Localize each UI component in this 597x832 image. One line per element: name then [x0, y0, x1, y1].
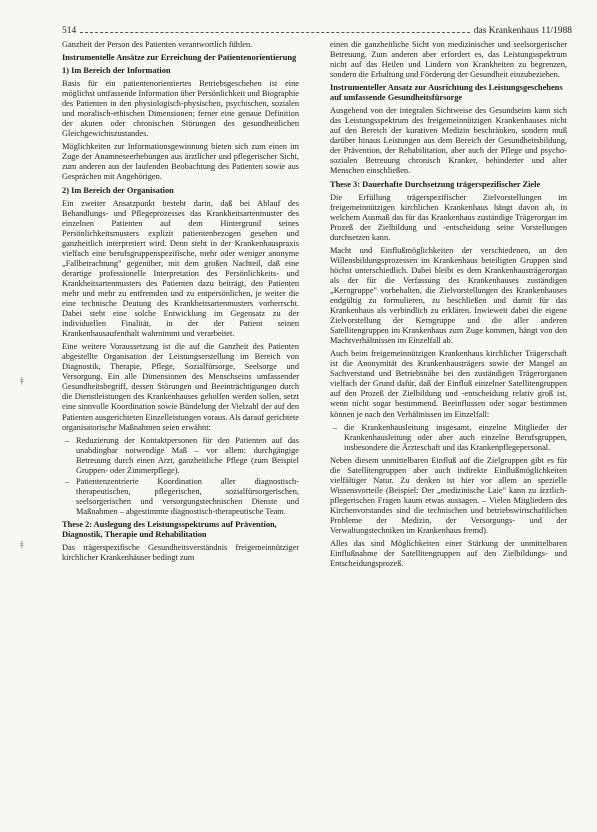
binding-hole-mark: ǂ	[20, 540, 24, 549]
paragraph: Alles das sind Möglichkeiten einer Stärkung der unmittelbaren Einflußnahme der Satellitengruppen auf den Zielbildungs- und Entscheidungsprozeß.	[330, 539, 567, 569]
paragraph: einen die ganzheitliche Sicht von medizinischer und seelsorgerischer Betreuung. Zum anderen aber erfordert es, das Leistungsspektrum nicht auf das Heilen und Lindern von Krankheiten zu begrenzen, sondern die Erhaltung und Förderung der Gesundheit einzubeziehen.	[330, 40, 567, 80]
paragraph: Ausgehend von der integralen Sichtweise des Gesundseins kann sich das Leistungsspektrum des freigemeinnützigen Krankenhauses nicht auf den Bereich der kurativen Medizin beschränken, sondern muß darüber hinaus Leistungen aus dem Bereich der Gesundheitsbildung, der Prävention, der Rehabilitation, aber auch der Pflege und psycho-sozialen Betreuung chronisch Kranker, behinderter und alter Menschen einschließen.	[330, 106, 567, 176]
bullet-list	[62, 436, 299, 517]
paragraph: Neben diesem unmittelbaren Einfluß auf die Zielgruppen gibt es für die Satellitengruppen aber auch indirekte Einflußmöglichkeiten vielfältiger Natur. Zu denken ist hier vor allem an spezielle Wissensvorteile (Beispiel: Der „medizinische Laie" kann zu ärztlich-pflegerischen Fragen kaum etwas aussagen. – Vielen Mitgliedern des Kirchenvorstandes sind die technischen und betriebswirtschaftlichen Probleme der Medizin, der Versorgungs- und der Verwaltungstechniken im Krankenhaus fremd).	[330, 455, 567, 536]
paragraph: Ein zweiter Ansatzpunkt besteht darin, daß bei Ablauf des Behandlungs- und Pflegeprozesses das Krankheitsartenmuster des einzelnen Patienten auf dem Hintergrund seines Persönlichkeitsmusters explizit patientenbezogen gesehen und ganzheitlich interpretiert wird. Denn steht in der Krankenhauspraxis vielfach eine berufsgruppenspezifische, mehr oder weniger anonyme „Fallbetrachtung" gegenüber, mit dem großen Nachteil, daß eine derartige professionelle Interpretation des Persönlichkeits- und Krankheitsartenmusters des Patienten dazu beiträgt, den Patienten mehr und mehr zu entfremden und zu entpersönlichen, je weiter die eine technische Deutung des Krankheitsartenmusters vorherrscht. Dabei steht eine solche Entwicklung im Gegensatz zu der individuellen Finalität, in der der Patient seinen Krankenhausaufenthalt wahrnimmt und verarbeitet.	[62, 198, 299, 339]
binding-hole-mark: ǂ	[20, 376, 24, 385]
header-rule	[80, 32, 469, 33]
subsection-heading: 2) Im Bereich der Organisation	[62, 185, 174, 195]
list-item: – Patientenzentrierte Koordination aller diagnostisch-therapeutischen, pflegerischen, sozialfürsorgerischen, seelsorgerischen und versorgungstechnischen Dienste und Maßnahmen – abgestimmte diagnostisch-therapeutische Team.	[76, 477, 299, 517]
subsection-heading: 1) Im Bereich der Information	[62, 66, 171, 76]
paragraph: Das trägerspezifische Gesundheitsverständnis freigemeinnütziger kirchlicher Krankenhäuser bedingt zum	[62, 542, 299, 563]
paragraph: Basis für ein patientenorientiertes Betriebsgeschehen ist eine möglichst umfassende Information über Persönlichkeit und Biographie des Patienten in den physiologisch-physischen, psychischen, sozialen und moralisch-ethischen Dimensionen; ferner eine genaue Definition der akuten oder chronischen Störungen des gesundheitlichen Gleichgewichtszustandes.	[62, 79, 299, 139]
page-header	[62, 22, 572, 36]
page-number: 514	[62, 26, 77, 36]
section-heading: Instrumentelle Ansätze zur Erreichung der Patientenorientierung	[62, 53, 297, 63]
section-heading: Instrumenteller Ansatz zur Ausrichtung des Leistungsgeschehens auf umfassende Gesundheitsfürsorge	[330, 83, 563, 103]
right-column	[330, 40, 567, 572]
list-item: – die Krankenhausleitung insgesamt, einzelne Mitglieder der Krankenhausleitung oder aber auch einzelne Berufsgruppen, insbesondere die Ärzteschaft und das Krankenpflegepersonal.	[344, 423, 567, 453]
paragraph: Auch beim freigemeinnützigen Krankenhaus kirchlicher Trägerschaft ist die Anonymität des Krankenhausträgers sowie der Mangel an Sachverstand und Betriebsnähe bei den zuständigen Trägerorganen vielfach der Grund dafür, daß der Einfluß einzelner Satellitengruppen auf den Prozeß der Zielbildung und -entscheidung relativ groß ist, wenn nicht sogar bestimmend. Beeinflussen oder sogar bestimmen können je nach den Verhältnissen im Einzelfall:	[330, 349, 567, 419]
list-item: – Reduzierung der Kontaktpersonen für den Patienten auf das unabdingbar notwendige Maß – vor allem: durchgängige Betreuung durch einen Arzt, ganzheitliche Pflege (zum Beispiel Gruppen- oder Zimmerpflege).	[76, 436, 299, 476]
paragraph: Möglichkeiten zur Informationsgewinnung bieten sich zum einen im Zuge der Anamneseerhebungen aus ärztlicher und pflegerischer Sicht, zum anderen aus der laufenden Beobachtung des Patienten sowie aus Gesprächen mit Angehörigen.	[62, 142, 299, 182]
paragraph: Eine weitere Voraussetzung ist die auf die Ganzheit des Patienten abgestellte Organisation der Leistungserstellung im Bereich von Diagnostik, Therapie, Pflege, Sozialfürsorge, Seelsorge und Versorgung. Ein alle Dimensionen des Menschseins umfassender Gesundheitsbegriff, dessen Störungen und Beeinträchtigungen durch die Dienstleistungen des Krankenhauses geholfen werden sollen, setzt eine sinnvolle Koordination sowie Bündelung der Vielzahl der auf den Patienten ausgerichteten Einzelleistungen voraus. Als darauf gerichtete organisatorische Maßnahmen seien erwähnt:	[62, 342, 300, 432]
thesis-heading: These 2: Auslegung des Leistungsspektrums auf Prävention, Diagnostik, Therapie und Rehabilitation	[62, 519, 277, 539]
paragraph: Macht und Einflußmöglichkeiten der verschiedenen, an den Willensbildungsprozessen im Krankenhaus beteiligten Gruppen sind höchst unterschiedlich. Dabei bleibt es dem Krankenhausträgerorgan als der für die Verfassung des Krankenhauses zuständigen „Kerngruppe" vorbehalten, die Zielvorstellungen des Krankenhauses endgültig zu formulieren, zu beschließen und damit für das Krankenhaus als verbindlich zu erklären. Inwieweit dabei die eigene Zielvorstellung der Kerngruppe und die aller anderen Satellitengruppen im Krankenhaus zum Zuge kommen, hängt von den Machtverhältnissen im Einzelfall ab.	[330, 245, 567, 346]
paragraph: Die Erfüllung trägerspezifischer Zielvorstellungen im freigemeinnützigen kirchlichen Krankenhaus hängt davon ab, in welchem Ausmaß das für das Krankenhaus zuständige Trägerorgan im Prozeß der Zielbildung und -entscheidung seine Vorstellungen durchsetzen kann.	[330, 192, 567, 242]
left-column	[62, 40, 299, 566]
paragraph: Ganzheit der Person des Patienten verantwortlich fühlen.	[62, 40, 253, 49]
thesis-heading: These 3: Dauerhafte Durchsetzung trägerspezifischer Ziele	[330, 179, 541, 189]
journal-title: das Krankenhaus 11/1988	[473, 26, 572, 36]
bullet-list	[330, 423, 567, 453]
